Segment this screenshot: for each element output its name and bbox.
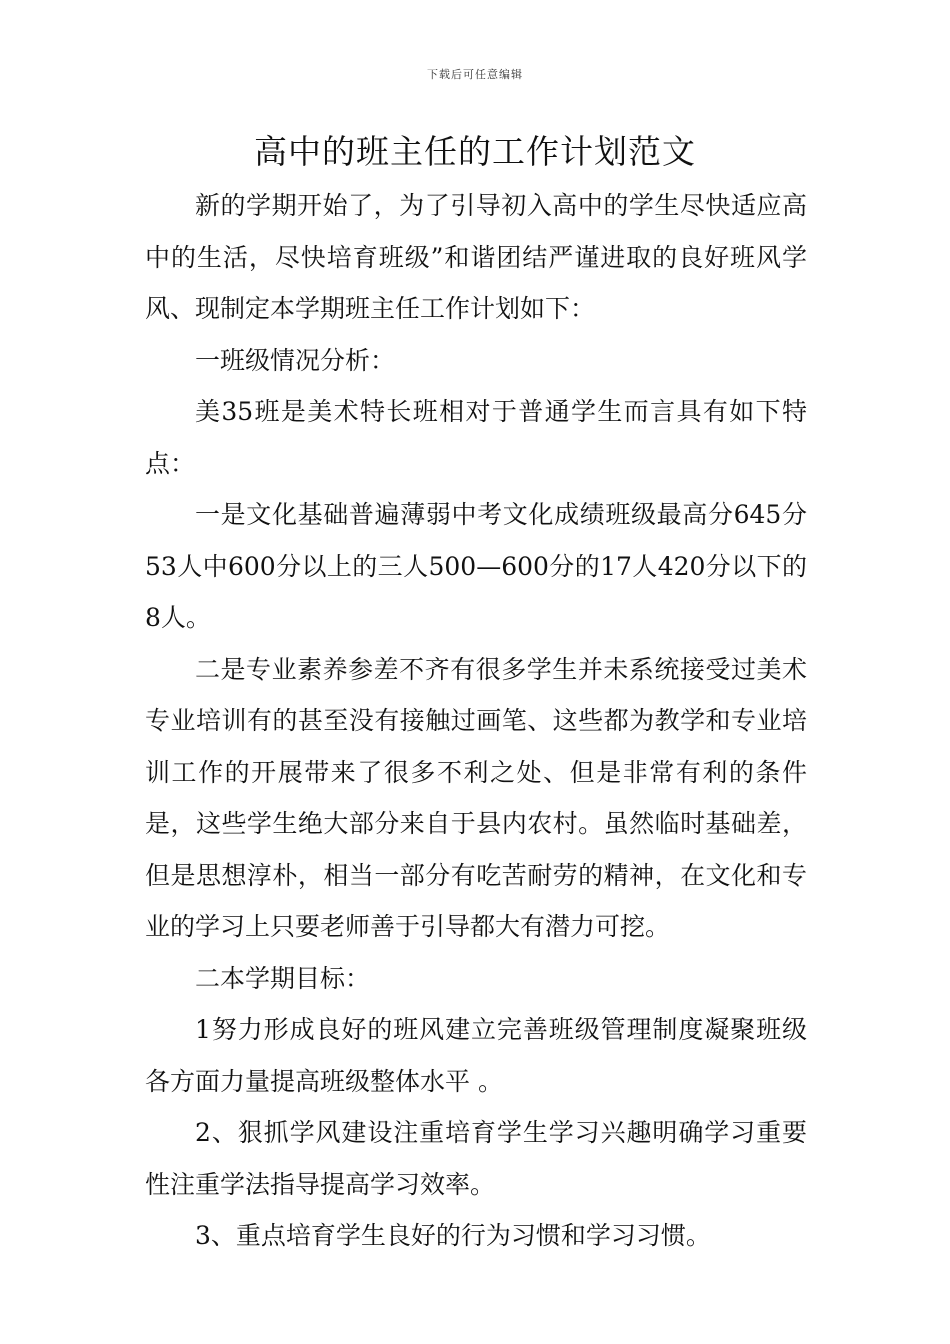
section-heading-semester-goals: 二本学期目标： [195,963,371,993]
paragraph-intro: 新的学期开始了，为了引导初入高中的学生尽快适应高中的生活，尽快培育班级”和谐团结严谨进取的良好班风学风、现制定本学期班主任工作计划如下： [145,191,807,323]
goal-item-2: 2、狠抓学风建设注重培育学生学习兴趣明确学习重要性注重学法指导提高学习效率。 [145,1118,807,1199]
goal-item-1: 1努力形成良好的班风建立完善班级管理制度凝聚班级各方面力量提高班级整体水平 。 [145,1015,807,1096]
paragraph-culture-foundation: 一是文化基础普遍薄弱中考文化成绩班级最高分645分53人中600分以上的三人500—600分的17人420分以下的8人。 [145,500,807,632]
paragraph-professional-quality: 二是专业素养参差不齐有很多学生并未系统接受过美术专业培训有的甚至没有接触过画笔、这些都为教学和专业培训工作的开展带来了很多不利之处、但是非常有利的条件是，这些学生绝大部分来自于县内农村。虽然临时基础差，但是思想淳朴，相当一部分有吃苦耐劳的精神，在文化和专业的学习上只要老师善于引导都大有潜力可挖。 [145,654,807,941]
section-heading-class-analysis: 一班级情况分析： [195,345,396,375]
paragraph-class-overview: 美35班是美术特长班相对于普通学生而言具有如下特点： [145,397,807,478]
document-title: 高中的班主任的工作计划范文 [254,132,696,171]
page-header-note: 下载后可任意编辑 [427,68,523,81]
document-body [145,180,807,1262]
goal-item-3: 3、重点培育学生良好的行为习惯和学习习惯。 [195,1221,711,1250]
